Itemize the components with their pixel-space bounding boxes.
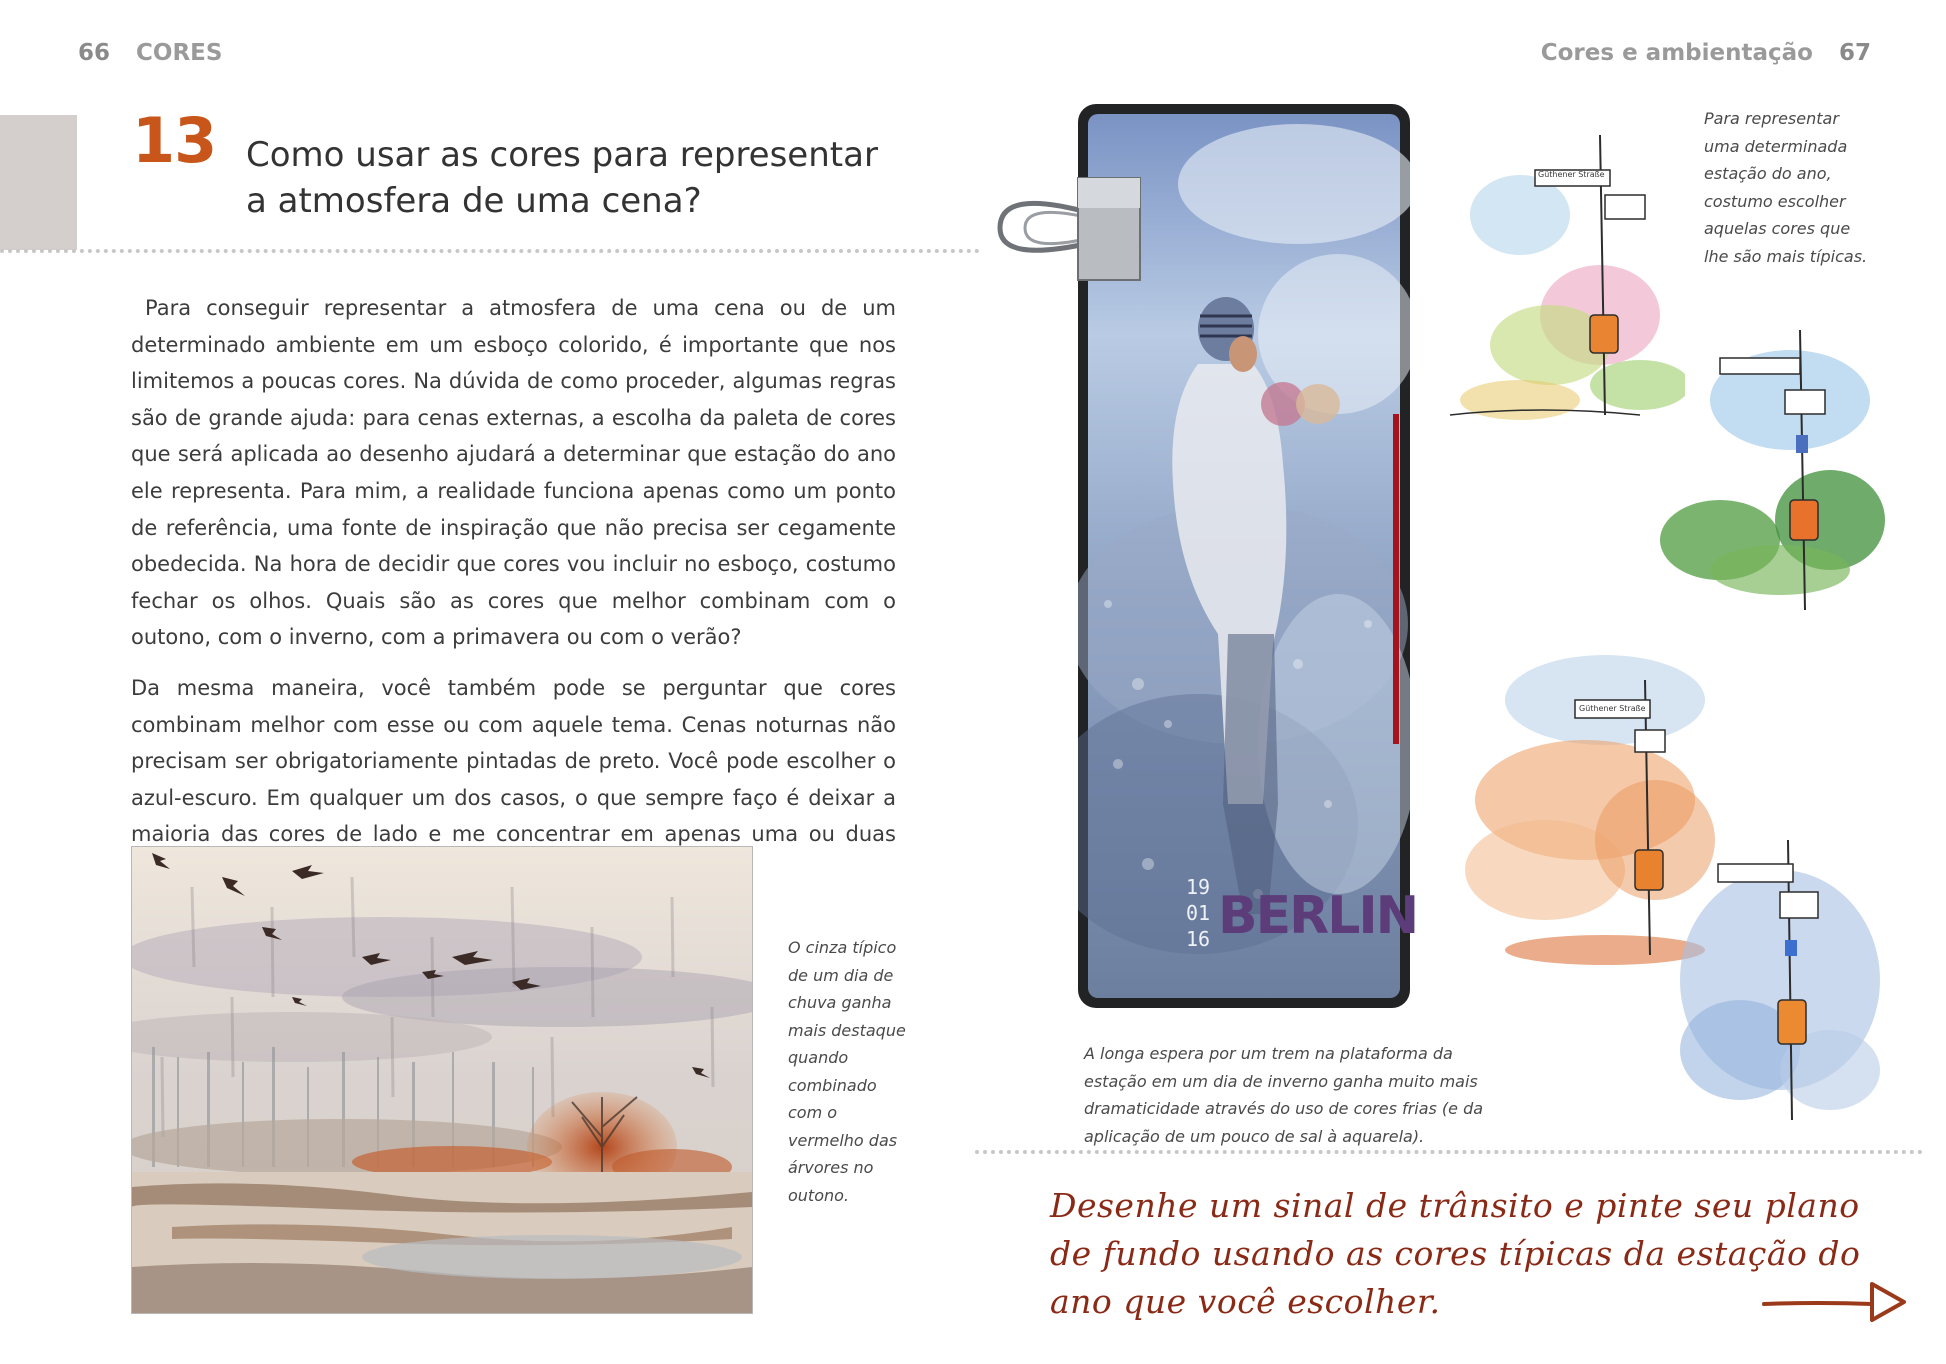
autumn-caption: O cinza típico de um dia de chuva ganha mais destaque quando combinado com o vermelho das árvores no outono.: [788, 938, 906, 1205]
sketch-city-name: BERLIN: [1218, 886, 1418, 946]
autumn-street-sign-text: Güthener Straße: [1579, 704, 1646, 713]
body-paragraph-1: Para conseguir representar a atmosfera de uma cena ou de um determinado ambiente em um esboço colorido, é importante que nos limitemos a poucas cores. Na dúvida de como proceder, algumas regras são de grande ajuda: para cenas externas, a escolha da paleta de cores que será aplicada ao desenho ajudará a determinar que estação do ano ele representa. Para mim, a realidade funciona apenas como um ponto de referência, uma fonte de inspiração que não precisa ser cegamente obedecida. Na hora de decidir que cores vou incluir no esboço, costumo fechar os olhos. Quais são as cores que melhor combinam com o outono, com o inverno, com a primavera ou com o verão?: [131, 296, 896, 650]
right-page-number: 67: [1838, 40, 1871, 66]
right-section-title: Cores e ambientação: [1540, 40, 1813, 66]
autumn-rain-watercolor: [131, 846, 753, 1314]
spring-street-sign-text: Güthener Straße: [1538, 170, 1605, 179]
body-text: [131, 290, 896, 904]
chapter-heading: Como usar as cores para representar a atmosfera de uma cena?: [246, 135, 878, 221]
binder-clip-icon: [990, 168, 1150, 288]
left-running-head: [78, 40, 222, 66]
seasons-caption: Para representar uma determinada estação do ano, costumo escolher aquelas cores que lhe são mais típicas.: [1704, 109, 1868, 266]
winter-sign-watercolor: [1670, 830, 1885, 1130]
summer-watercolor: [1660, 320, 1885, 620]
heading-divider: [0, 249, 980, 253]
chapter-number: 13: [132, 104, 217, 177]
spring-watercolor: [1440, 115, 1685, 435]
right-running-head: [1541, 40, 1871, 66]
spring-sign-sketch: [1440, 115, 1685, 435]
winter-sign-sketch: [1670, 830, 1885, 1130]
left-section-title: CORES: [136, 40, 223, 66]
exercise-text: Desenhe um sinal de trânsito e pinte seu plano de fundo usando as cores típicas da estação do ano que você escolher.: [1050, 1186, 1861, 1321]
exercise-divider: [975, 1150, 1923, 1154]
sketch-date: 19 01 16: [1185, 875, 1211, 951]
arrow-right-icon: [1760, 1278, 1910, 1324]
left-page-number: 66: [78, 40, 111, 66]
autumn-landscape-illustration: [132, 847, 752, 1313]
body-paragraph-2: Da mesma maneira, você também pode se perguntar que cores combinam melhor com esse ou com aquele tema. Cenas noturnas não precisam ser obrigatoriamente pintadas de preto. Você pode escolher o azul-escuro. Em qualquer um dos casos, o que sempre faço é deixar a maioria das cores de lado e me concentrar em apenas uma ou duas: [131, 675, 896, 847]
summer-sign-sketch: [1660, 320, 1885, 620]
sketchbook-caption: A longa espera por um trem na plataforma da estação em um dia de inverno ganha muito mais dramaticidade através do uso de cores frias (e da aplicação de um pouco de sal à aquarela).: [1084, 1044, 1484, 1146]
chapter-tab: [0, 115, 77, 250]
